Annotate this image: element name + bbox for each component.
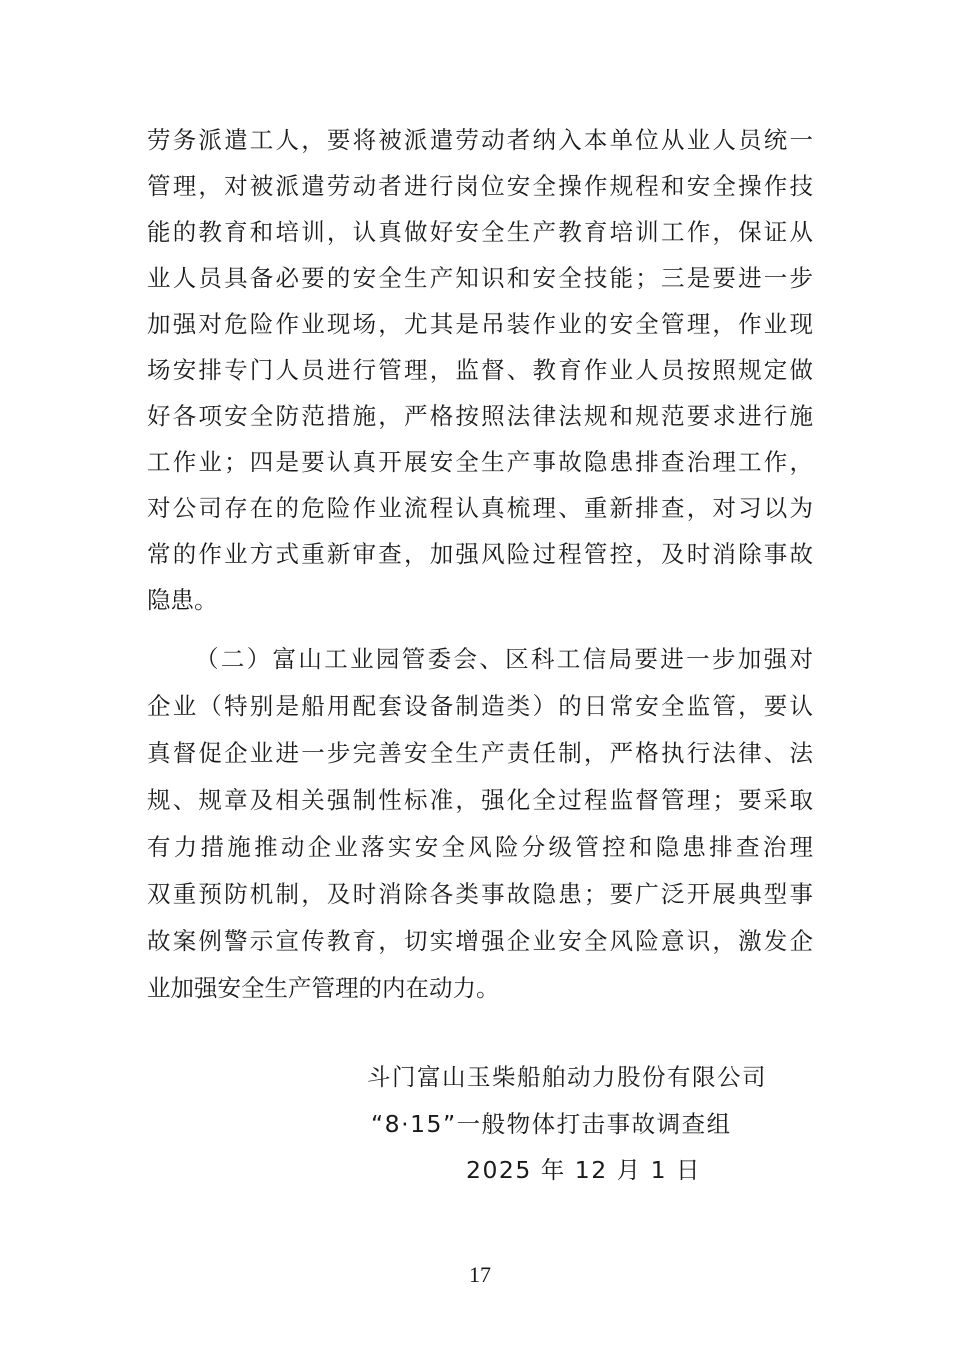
text-line: 工作业；四是要认真开展安全生产事故隐患排查治理工作，: [147, 448, 813, 476]
text-line: 规、规章及相关强制性标准，强化全过程监督管理；要采取: [147, 786, 813, 814]
text-line: 有力措施推动企业落实安全风险分级管控和隐患排查治理: [147, 833, 813, 861]
text-line: 真督促企业进一步完善安全生产责任制，严格执行法律、法: [147, 739, 813, 767]
text-line: 隐患。: [147, 586, 218, 614]
text-line: 好各项安全防范措施，严格按照法律法规和规范要求进行施: [147, 402, 813, 430]
text-line: （二）富山工业园管委会、区科工信局要进一步加强对: [195, 645, 813, 673]
text-line: 对公司存在的危险作业流程认真梳理、重新排查，对习以为: [147, 494, 813, 522]
page-number: 17: [469, 1262, 491, 1287]
text-line: 常的作业方式重新审查，加强风险过程管控，及时消除事故: [147, 540, 813, 568]
text-line: 加强对危险作业现场，尤其是吊装作业的安全管理，作业现: [147, 310, 813, 338]
text-line: 场安排专门人员进行管理，监督、教育作业人员按照规定做: [147, 356, 813, 384]
text-line: 故案例警示宣传教育，切实增强企业安全风险意识，激发企: [147, 927, 813, 955]
text-line: 业人员具备必要的安全生产知识和安全技能；三是要进一步: [147, 264, 813, 292]
text-line: 企业（特别是船用配套设备制造类）的日常安全监管，要认: [147, 692, 813, 720]
signature-date: 2025 年 12 月 1 日: [466, 1156, 702, 1184]
text-line: 双重预防机制，及时消除各类事故隐患；要广泛开展典型事: [147, 880, 813, 908]
text-line: 业加强安全生产管理的内在动力。: [147, 974, 500, 1002]
signature-group: “8·15”一般物体打击事故调查组: [371, 1110, 732, 1138]
text-line: 劳务派遣工人，要将被派遣劳动者纳入本单位从业人员统一: [147, 126, 813, 154]
text-line: 能的教育和培训，认真做好安全生产教育培训工作，保证从: [147, 218, 813, 246]
signature-organization: 斗门富山玉柴船舶动力股份有限公司: [367, 1063, 767, 1091]
text-line: 管理，对被派遣劳动者进行岗位安全操作规程和安全操作技: [147, 172, 813, 200]
